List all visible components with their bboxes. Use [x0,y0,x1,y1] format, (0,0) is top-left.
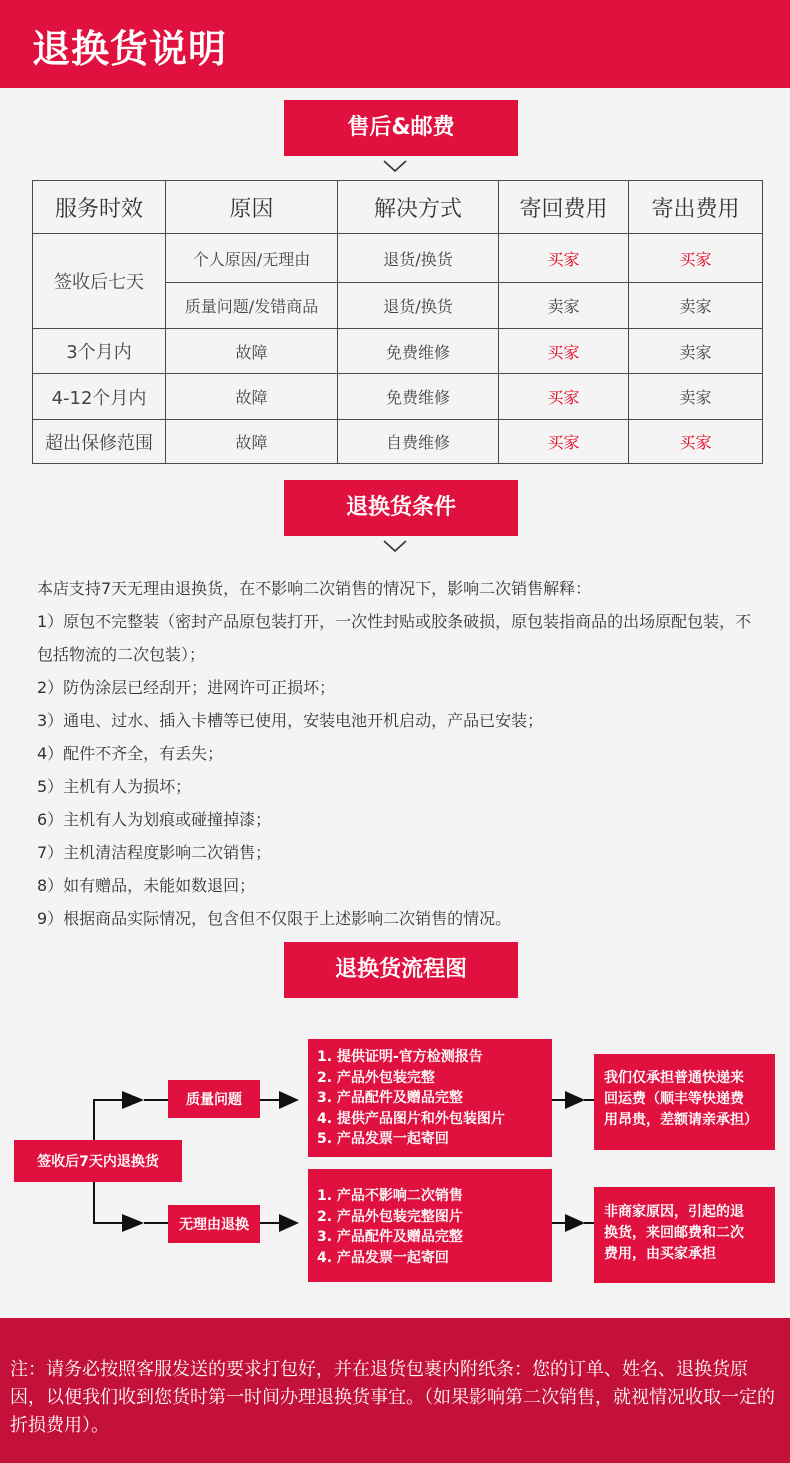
table-cell-reason: 故障 [166,374,338,420]
page-title: 退换货说明 [32,27,228,71]
condition-item: 7）主机清洁程度影响二次销售； [37,843,272,862]
flow-connector [584,1222,594,1224]
flow-step: 3. 产品配件及赠品完整 [317,1229,463,1245]
flow-step: 1. 产品不影响二次销售 [317,1188,463,1204]
table-row [33,234,763,283]
flow-step: 2. 产品外包装完整 [317,1069,435,1086]
table-cell-solution: 退货/换货 [338,283,499,329]
section-title-flow: 退换货流程图 [284,942,518,998]
table-row [33,420,763,464]
flow-no-reason-result [594,1187,775,1283]
table-row [33,374,763,420]
conditions-list [37,572,767,935]
flow-connector [260,1222,280,1224]
condition-item: 1）原包不完整装（密封产品原包装打开，一次性封贴或胶条破损，原包装指商品的出场原配包装，不包括物流的二次包装）； [37,612,752,664]
condition-item: 2）防伪涂层已经刮开；进网许可正损坏； [37,678,336,697]
flow-result-line: 非商家原因，引起的退 [604,1204,744,1220]
flow-step: 1. 提供证明-官方检测报告 [317,1049,483,1065]
flow-connector [552,1222,566,1224]
table-cell-return-fee: 买家 [499,234,629,283]
flow-result-line: 我们仅承担普通快递来 [604,1070,744,1086]
table-cell-period: 3个月内 [33,329,166,374]
table-cell-ship-fee: 卖家 [629,374,763,420]
flow-connector [260,1099,280,1101]
table-cell-ship-fee: 买家 [629,234,763,283]
section-title-conditions: 退换货条件 [284,480,518,536]
table-cell-solution: 退货/换货 [338,234,499,283]
flow-connector [93,1099,125,1101]
condition-item: 3）通电、过水、插入卡槽等已使用，安装电池开机启动，产品已安装； [37,711,544,730]
table-header-cell: 解决方式 [338,181,499,234]
table-cell-solution: 自费维修 [338,420,499,464]
flow-connector [584,1099,594,1101]
flow-step: 3. 产品配件及赠品完整 [317,1090,463,1106]
chevron-down-icon [383,160,407,172]
table-header-cell: 寄出费用 [629,181,763,234]
flow-connector [552,1099,566,1101]
flow-quality-steps [308,1039,552,1157]
page-header [0,0,790,88]
condition-item: 8）如有赠品，未能如数退回； [37,876,256,895]
table-cell-solution: 免费维修 [338,374,499,420]
flow-quality-result [594,1054,775,1150]
flow-step: 4. 提供产品图片和外包装图片 [317,1110,505,1127]
section-title-after-sales: 售后&邮费 [284,100,518,156]
table-cell-return-fee: 卖家 [499,283,629,329]
footer-text: 注：请务必按照客服发送的要求打包好，并在退货包裹内附纸条：您的订单、姓名、退换货原因，以便我们收到您货时第一时间办理退换货事宜。（如果影响第二次销售，就视情况收取一定的折损费用）。 [10,1359,775,1436]
condition-item: 5）主机有人为损坏； [37,777,192,796]
table-cell-ship-fee: 买家 [629,420,763,464]
condition-item: 9）根据商品实际情况，包含但不仅限于上述影响二次销售的情况。 [37,909,512,928]
table-cell-return-fee: 买家 [499,374,629,420]
table-header-cell: 服务时效 [33,181,166,234]
arrow-right-icon [565,1091,585,1109]
table-header-cell: 原因 [166,181,338,234]
chevron-down-icon [383,540,407,552]
flow-connector [144,1222,168,1224]
flow-start-box: 签收后7天内退换货 [14,1140,182,1182]
flow-step: 4. 产品发票一起寄回 [317,1249,449,1266]
flow-connector [93,1222,125,1224]
flow-step: 2. 产品外包装完整图片 [317,1208,463,1225]
arrow-right-icon [122,1091,144,1109]
arrow-right-icon [565,1214,585,1232]
flow-result-line: 用昂贵，差额请亲承担） [604,1112,758,1128]
table-cell-solution: 免费维修 [338,329,499,374]
flow-branch-quality-box: 质量问题 [168,1080,260,1118]
table-cell-reason: 质量问题/发错商品 [166,283,338,329]
table-cell-reason: 故障 [166,329,338,374]
condition-item: 4）配件不齐全，有丢失； [37,744,224,763]
arrow-right-icon [122,1214,144,1232]
flow-no-reason-steps [308,1169,552,1282]
condition-item: 6）主机有人为划痕或碰撞掉漆； [37,810,272,829]
flow-branch-no-reason-box: 无理由退换 [168,1205,260,1243]
flow-result-line: 回运费（顺丰等快递费 [604,1091,744,1107]
table-cell-reason: 故障 [166,420,338,464]
table-cell-period: 4-12个月内 [33,374,166,420]
table-header-row [33,181,763,234]
arrow-right-icon [279,1214,299,1232]
table-cell-period: 签收后七天 [33,234,166,329]
fee-table [32,180,763,464]
flow-result-line: 费用，由买家承担 [604,1246,716,1262]
table-cell-ship-fee: 卖家 [629,283,763,329]
table-header-cell: 寄回费用 [499,181,629,234]
table-cell-period: 超出保修范围 [33,420,166,464]
footer-note [0,1318,790,1463]
flow-connector [144,1099,168,1101]
arrow-right-icon [279,1091,299,1109]
table-cell-return-fee: 买家 [499,420,629,464]
table-cell-reason: 个人原因/无理由 [166,234,338,283]
table-cell-ship-fee: 卖家 [629,329,763,374]
flow-step: 5. 产品发票一起寄回 [317,1131,449,1147]
table-row [33,329,763,374]
table-cell-return-fee: 买家 [499,329,629,374]
flow-result-line: 换货，来回邮费和二次 [604,1225,744,1241]
conditions-intro: 本店支持7天无理由退换货，在不影响二次销售的情况下，影响二次销售解释： [37,579,592,598]
